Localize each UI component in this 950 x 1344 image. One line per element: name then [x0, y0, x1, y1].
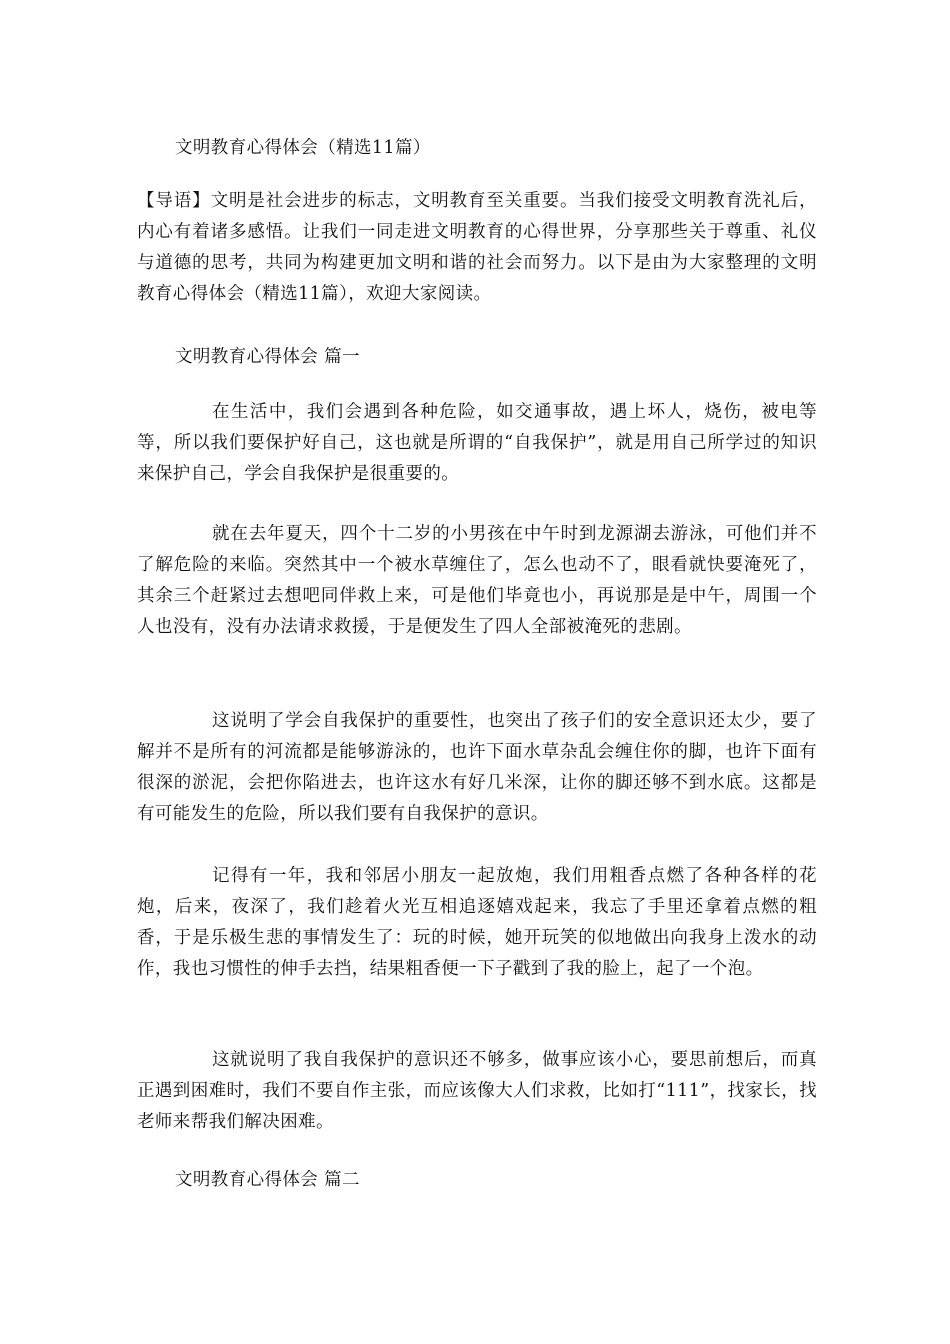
intro-paragraph: 【导语】文明是社会进步的标志，文明教育至关重要。当我们接受文明教育洗礼后，内心有着诸多感悟。让我们一同走进文明教育的心得世界，分享那些关于尊重、礼仪与道德的思考，共同为构建更加文明和谐的社会而努力。以下是由为大家整理的文明教育心得体会（精选11篇），欢迎大家阅读。 — [137, 191, 817, 304]
body-paragraph: 就在去年夏天，四个十二岁的小男孩在中午时到龙源湖去游泳，可他们并不了解危险的来临。突然其中一个被水草缠住了，怎么也动不了，眼看就快要淹死了，其余三个赶紧过去想吧同伴救上来，可是他们毕竟也小，再说那是是中午，周围一个人也没有，没有办法请求救援，于是便发生了四人全部被淹死的悲剧。 — [137, 524, 817, 637]
section-heading-1: 文明教育心得体会 篇一 — [175, 347, 360, 367]
body-paragraph: 这说明了学会自我保护的重要性，也突出了孩子们的安全意识还太少，要了解并不是所有的河流都是能够游泳的，也许下面水草杂乱会缠住你的脚，也许下面有很深的淤泥，会把你陷进去，也许这水有好几米深，让你的脚还够不到水底。这都是有可能发生的危险，所以我们要有自我保护的意识。 — [137, 711, 817, 824]
document-title: 文明教育心得体会（精选11篇） — [175, 138, 431, 158]
body-paragraph: 这就说明了我自我保护的意识还不够多，做事应该小心，要思前想后，而真正遇到困难时，我们不要自作主张，而应该像大人们求救，比如打“111”，找家长，找老师来帮我们解决困难。 — [137, 1050, 817, 1132]
body-paragraph: 在生活中，我们会遇到各种危险，如交通事故，遇上坏人，烧伤，被电等等，所以我们要保护好自己，这也就是所谓的“自我保护”，就是用自己所学过的知识来保护自己，学会自我保护是很重要的。 — [137, 402, 817, 484]
body-paragraph: 记得有一年，我和邻居小朋友一起放炮，我们用粗香点燃了各种各样的花炮，后来，夜深了，我们趁着火光互相追逐嬉戏起来，我忘了手里还拿着点燃的粗香，于是乐极生悲的事情发生了：玩的时候，她开玩笑的似地做出向我身上泼水的动作，我也习惯性的伸手去挡，结果粗香便一下子戳到了我的脸上，起了一个泡。 — [137, 866, 817, 979]
section-heading-2: 文明教育心得体会 篇二 — [175, 1170, 360, 1190]
